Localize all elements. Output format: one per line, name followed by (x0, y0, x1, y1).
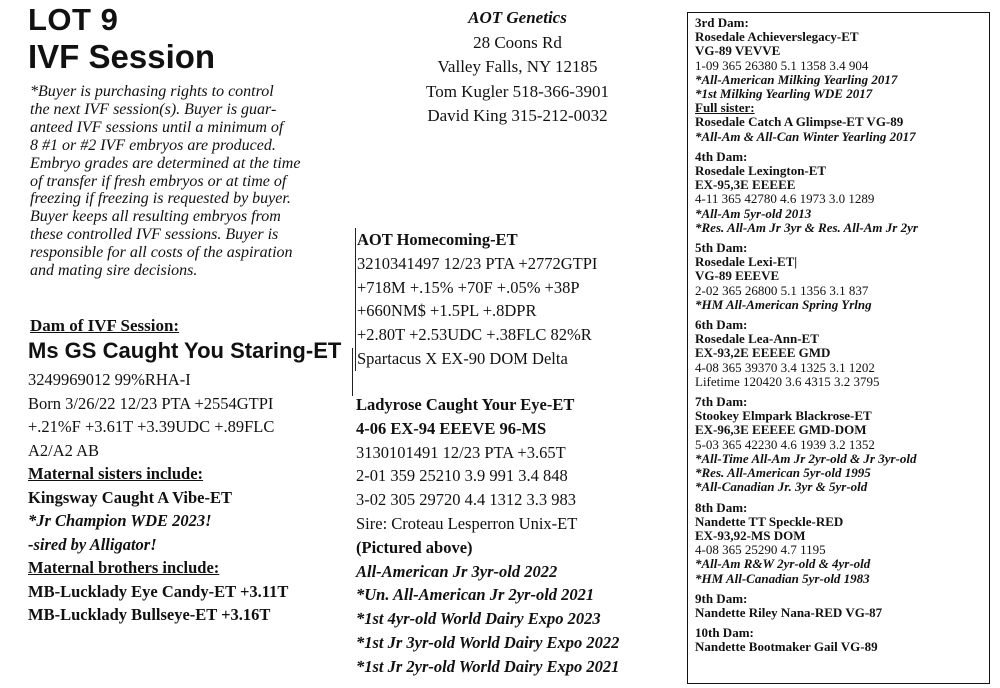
phone-line: Tom Kugler 518-366-3901 (426, 81, 609, 101)
company-name: AOT Genetics (468, 8, 567, 27)
granddam-line: 3130101491 12/23 PTA +3.65T (356, 442, 566, 462)
terms-line: *Buyer is purchasing rights to control (30, 83, 274, 100)
award-line: *1st Jr 2yr-old World Dairy Expo 2021 (356, 656, 620, 676)
pedigree-heading: Full sister: (695, 100, 755, 116)
pedigree-name: Nandette Riley Nana-RED VG-87 (695, 604, 883, 620)
session-title: IVF Session (28, 38, 216, 75)
brother-name: MB-Lucklady Eye Candy-ET +3.11T (28, 581, 289, 601)
terms-line: of transfer if fresh embryos or at time of (30, 172, 287, 190)
sisters-heading: Maternal sisters include: (28, 464, 204, 483)
brother-name: MB-Lucklady Bullseye-ET +3.16T (28, 605, 271, 624)
pedigree-record: 4-08 365 25290 4.7 1195 (695, 542, 826, 558)
address-line: 28 Coons Rd (473, 32, 562, 52)
pedigree-award: *Res. All-Am Jr 3yr & Res. All-Am Jr 2yr (695, 219, 918, 235)
pedigree-record: 4-08 365 39370 3.4 1325 3.1 1202 (695, 359, 875, 375)
sister-award: *Jr Champion WDE 2023! (28, 511, 212, 530)
sire-line: 3210341497 12/23 PTA +2772GTPI (357, 253, 598, 273)
dam-born: Born 3/26/22 12/23 PTA +2554GTPI (28, 393, 274, 413)
contact-block (385, 6, 650, 129)
dam-traits: +.21%F +3.61T +3.39UDC +.89FLC (28, 417, 275, 436)
sire-line: +2.80T +2.53UDC +.38FLC 82%R (357, 325, 592, 345)
dam-heading: Dam of IVF Session: (30, 316, 180, 335)
pedigree-class: EX-96,3E EEEEE GMD-DOM (695, 422, 867, 438)
pedigree-record: Lifetime 120420 3.6 4315 3.2 3795 (695, 373, 880, 389)
terms-line: these controlled IVF sessions. Buyer is (30, 226, 279, 244)
pedigree-heading: 4th Dam: (695, 148, 748, 164)
divider (352, 348, 353, 396)
pedigree-heading: 5th Dam: (695, 240, 748, 256)
pedigree-name: Rosedale Catch A Glimpse-ET VG-89 (695, 114, 904, 130)
sister-name: Kingsway Caught A Vibe-ET (28, 487, 233, 507)
sire-line: +660NM$ +1.5PL +.8DPR (357, 301, 537, 321)
pedigree-heading: 7th Dam: (695, 394, 748, 410)
dam-genes: A2/A2 AB (28, 440, 100, 460)
pedigree-award: *All-Time All-Am Jr 2yr-old & Jr 3yr-old (695, 450, 917, 466)
pedigree-class: EX-95,3E EEEEE (695, 177, 796, 193)
pedigree-heading: 8th Dam: (695, 499, 748, 515)
pedigree-record: 1-09 365 26380 5.1 1358 3.4 904 (695, 57, 869, 73)
pedigree-class: VG-89 EEEVE (695, 268, 780, 284)
pedigree-award: *All-Canadian Jr. 3yr & 5yr-old (695, 479, 868, 495)
terms-line: Embryo grades are determined at the time (30, 154, 301, 172)
sire-block (355, 228, 597, 371)
phone-line: David King 315-212-0032 (427, 106, 608, 125)
pedigree-award: *All-Am R&W 2yr-old & 4yr-old (695, 556, 871, 572)
sire-line: +718M +.15% +70F +.05% +38P (357, 277, 580, 297)
terms-line: the next IVF session(s). Buyer is guar- (30, 100, 277, 118)
granddam-sire: Sire: Croteau Lesperron Unix-ET (356, 513, 578, 533)
pedigree-award: *All-American Milking Yearling 2017 (695, 71, 898, 87)
terms-line: anteed IVF sessions until a minimum of (30, 118, 284, 136)
pictured-note: (Pictured above) (356, 537, 473, 557)
dam-details (28, 368, 288, 627)
pedigree-name: Rosedale Lexi-ET| (695, 254, 798, 270)
pedigree-record: 4-11 365 42780 4.6 1973 3.0 1289 (695, 191, 875, 207)
award-line: *1st Jr 3yr-old World Dairy Expo 2022 (356, 632, 620, 652)
terms-line: and mating sire decisions. (30, 262, 198, 280)
granddam-name: Ladyrose Caught Your Eye-ET (356, 395, 575, 414)
pedigree-award: *HM All-American Spring Yrlng (695, 296, 872, 312)
pedigree-name: Stookey Elmpark Blackrose-ET (695, 408, 872, 424)
pedigree-name: Rosedale Achieverslegacy-ET (695, 29, 859, 45)
pedigree-award: *All-Am & All-Can Winter Yearling 2017 (695, 128, 916, 144)
pedigree-name: Nandette Bootmaker Gail VG-89 (695, 639, 878, 655)
pedigree-award: *1st Milking Yearling WDE 2017 (695, 86, 873, 102)
terms-line: freezing if freezing is requested by buyer. (30, 190, 291, 208)
terms-line: 8 #1 or #2 IVF embryos are produced. (30, 136, 276, 154)
pedigree-class: EX-93,2E EEEEE GMD (695, 345, 831, 361)
pedigree-class: VG-89 VEVVE (695, 43, 781, 59)
pedigree-name: Rosedale Lea-Ann-ET (695, 331, 819, 347)
pedigree-record: 2-02 365 26800 5.1 1356 3.1 837 (695, 282, 869, 298)
pedigree-name: Rosedale Lexington-ET (695, 163, 827, 179)
award-line: *1st 4yr-old World Dairy Expo 2023 (356, 609, 601, 629)
pedigree-award: *All-Am 5yr-old 2013 (695, 205, 812, 221)
pedigree-name: Nandette TT Speckle-RED (695, 513, 844, 529)
granddam-line: 2-01 359 25210 3.9 991 3.4 848 (356, 466, 568, 486)
pedigree-award: *HM All-Canadian 5yr-old 1983 (695, 570, 870, 586)
pedigree-heading: 6th Dam: (695, 317, 748, 333)
pedigree-heading: 10th Dam: (695, 625, 754, 641)
pedigree-heading: 3rd Dam: (695, 15, 749, 30)
dam-reg: 3249969012 99%RHA-I (28, 370, 191, 389)
sire-name: AOT Homecoming-ET (357, 230, 518, 249)
award-line: *Un. All-American Jr 2yr-old 2021 (356, 585, 595, 605)
terms-line: responsible for all costs of the aspiration (30, 244, 293, 262)
lot-number: LOT 9 (28, 2, 119, 37)
brothers-heading: Maternal brothers include: (28, 558, 220, 577)
terms-line: Buyer keeps all resulting embryos from (30, 208, 281, 226)
sister-sire: -sired by Alligator! (28, 534, 157, 554)
granddam-class: 4-06 EX-94 EEEVE 96-MS (356, 418, 547, 438)
pedigree-record: 5-03 365 42230 4.6 1939 3.2 1352 (695, 436, 875, 452)
pedigree-class: EX-93,92-MS DOM (695, 527, 806, 543)
granddam-line: 3-02 305 29720 4.4 1312 3.3 983 (356, 490, 576, 510)
pedigree-heading: 9th Dam: (695, 590, 748, 606)
dam-name: Ms GS Caught You Staring-ET (28, 338, 342, 363)
granddam-block (356, 393, 619, 679)
terms-paragraph (30, 83, 348, 280)
award-line: All-American Jr 3yr-old 2022 (356, 561, 558, 581)
sire-line: Spartacus X EX-90 DOM Delta (357, 348, 568, 368)
pedigree-award: *Res. All-American 5yr-old 1995 (695, 465, 871, 481)
address-line: Valley Falls, NY 12185 (437, 57, 598, 76)
pedigree-list (695, 16, 918, 655)
